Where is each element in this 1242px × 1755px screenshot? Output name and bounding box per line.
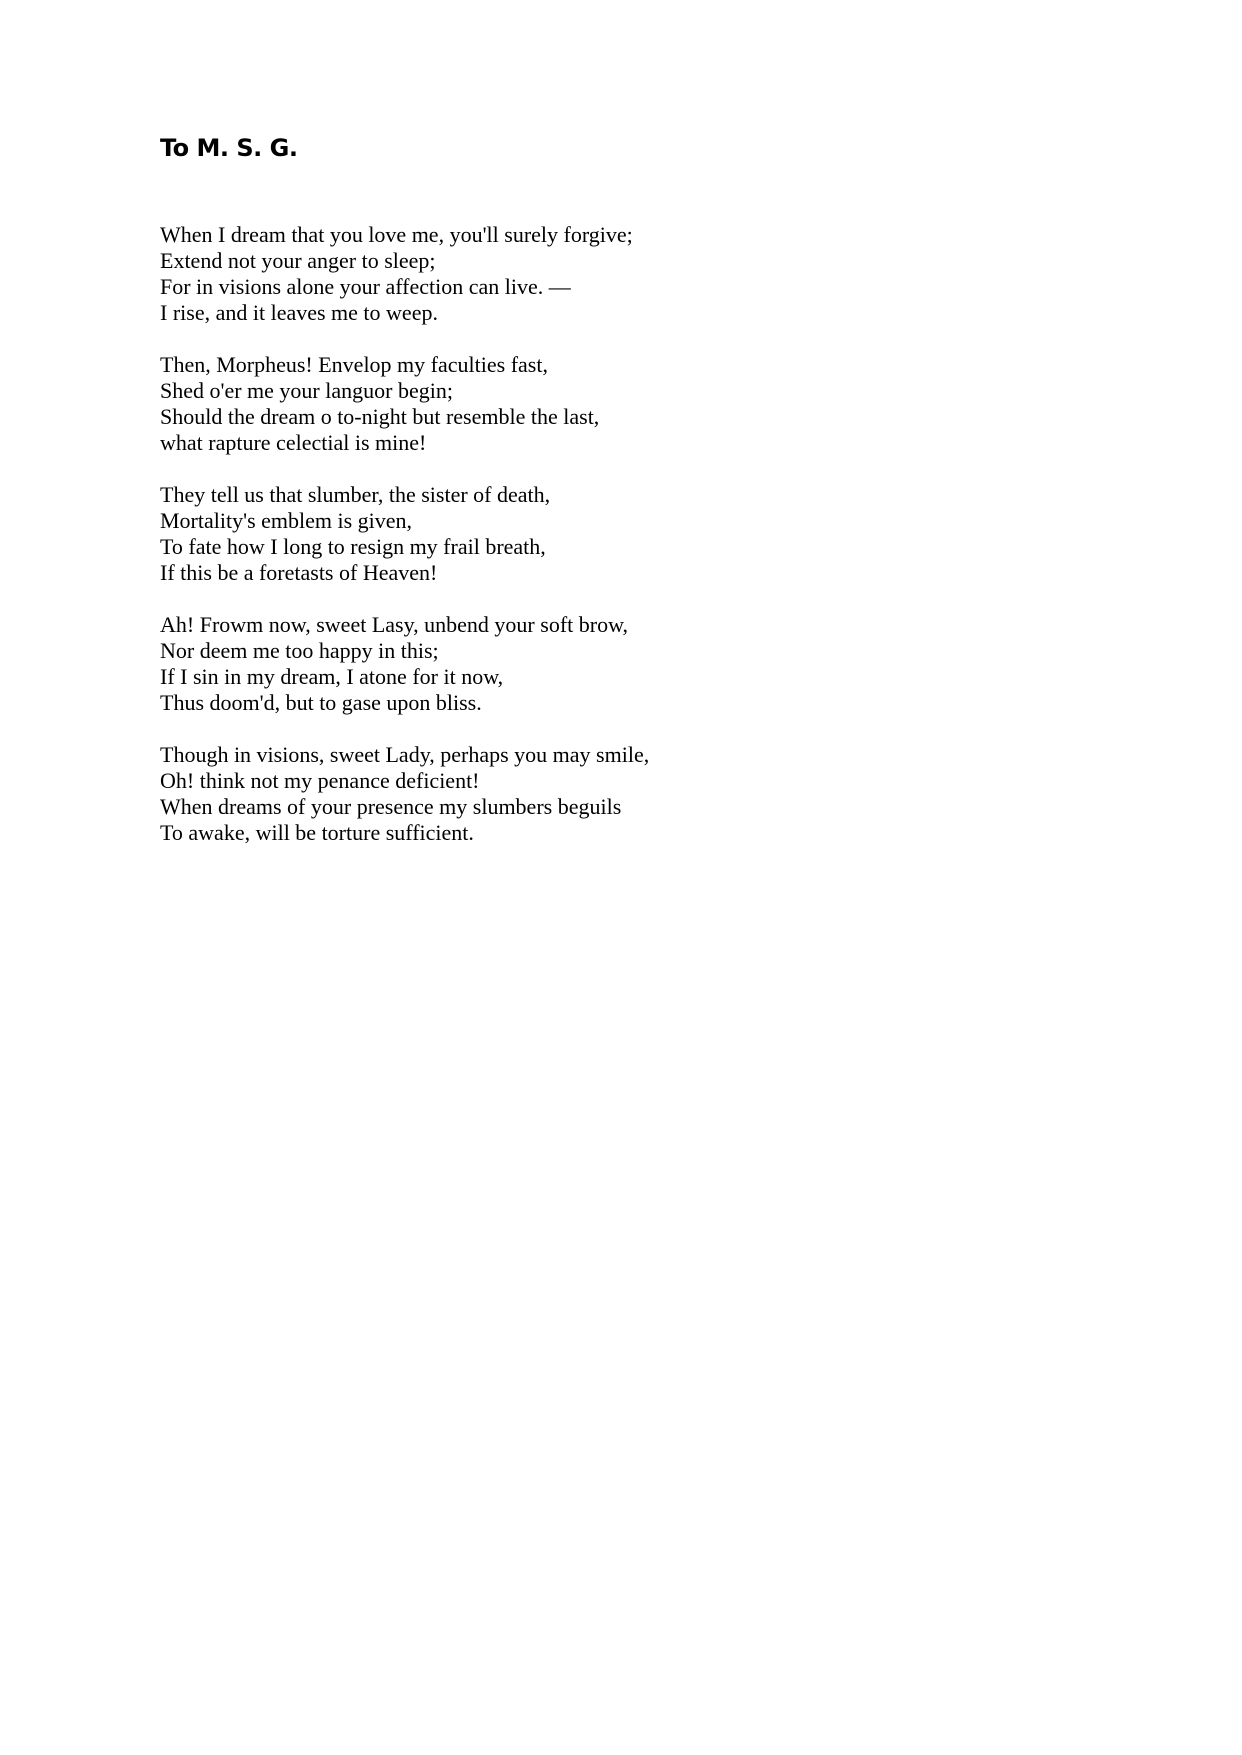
verse-line: To fate how I long to resign my frail breath, [160, 534, 546, 559]
stanza-5 [160, 742, 1060, 846]
poem-body [160, 222, 1060, 872]
verse-line: Shed o'er me your languor begin; [160, 378, 453, 403]
verse-line: Thus doom'd, but to gase upon bliss. [160, 690, 482, 715]
verse-line: Extend not your anger to sleep; [160, 248, 436, 273]
verse-line: Mortality's emblem is given, [160, 508, 413, 533]
stanza-4 [160, 612, 1060, 716]
verse-line: If this be a foretasts of Heaven! [160, 560, 438, 585]
verse-line: Nor deem me too happy in this; [160, 638, 439, 663]
verse-line: If I sin in my dream, I atone for it now, [160, 664, 504, 689]
verse-line: I rise, and it leaves me to weep. [160, 300, 438, 325]
verse-line: what rapture celectial is mine! [160, 430, 427, 455]
verse-line: Should the dream o to-night but resemble the last, [160, 404, 600, 429]
verse-line: Then, Morpheus! Envelop my faculties fast, [160, 352, 548, 377]
poem-title: To M. S. G. [160, 134, 298, 162]
verse-line: To awake, will be torture sufficient. [160, 820, 474, 845]
verse-line: Oh! think not my penance deficient! [160, 768, 480, 793]
verse-line: For in visions alone your affection can live. — [160, 274, 571, 299]
verse-line: Though in visions, sweet Lady, perhaps you may smile, [160, 742, 650, 767]
verse-line: They tell us that slumber, the sister of death, [160, 482, 551, 507]
stanza-3 [160, 482, 1060, 586]
verse-line: Ah! Frowm now, sweet Lasy, unbend your soft brow, [160, 612, 629, 637]
verse-line: When I dream that you love me, you'll surely forgive; [160, 222, 633, 247]
stanza-1 [160, 222, 1060, 326]
stanza-2 [160, 352, 1060, 456]
verse-line: When dreams of your presence my slumbers beguils [160, 794, 622, 819]
